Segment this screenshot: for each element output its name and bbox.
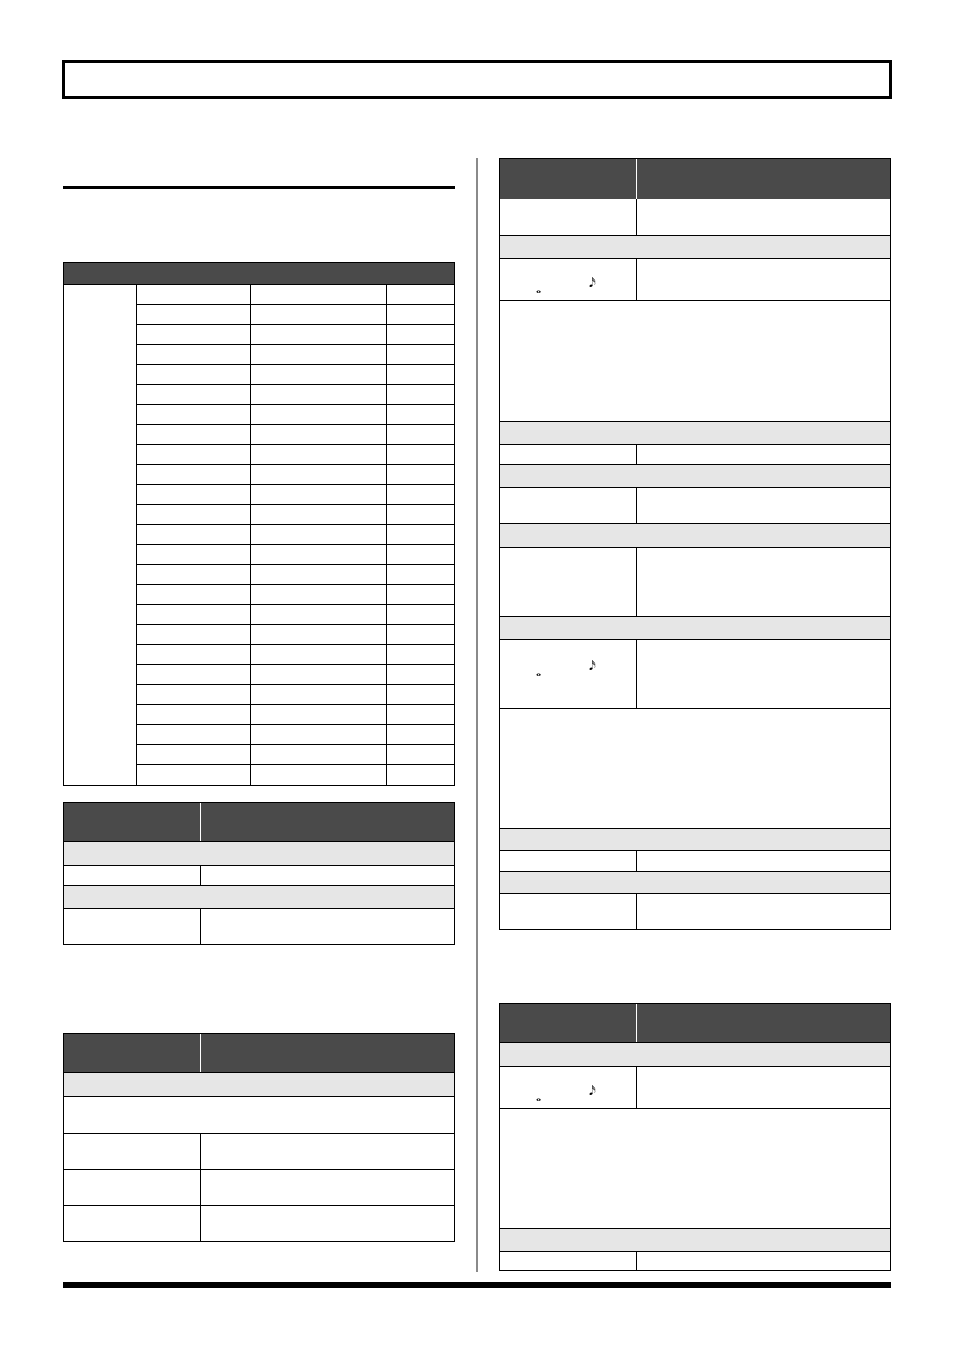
whole-note-icon: 𝅝 [536,1090,542,1105]
grid-row-line [136,644,454,645]
left-table-2 [63,802,455,945]
grid-row-line [136,384,454,385]
grid-row-line [136,404,454,405]
right-table-b [499,1003,891,1271]
group-row [500,828,890,851]
grid-col-divider-1 [136,284,137,785]
group-row [500,235,890,259]
section-rule [63,186,455,189]
grid-row-line [136,324,454,325]
grid-row-line [136,524,454,525]
grid-row-line [136,424,454,425]
sixteenth-note-icon: 𝅘𝅥𝅯 [589,276,596,291]
grid-row-line [136,704,454,705]
grid-row-line [136,604,454,605]
group-row [500,1228,890,1252]
grid-row-line [136,564,454,565]
table-header [64,803,454,841]
sixteenth-note-icon: 𝅘𝅥𝅯 [589,659,596,674]
left-table-3 [63,1033,455,1242]
parameter-grid-table [63,262,455,786]
group-row [500,464,890,488]
grid-row-line [136,304,454,305]
grid-row-line [136,444,454,445]
sixteenth-note-icon: 𝅘𝅥𝅯 [589,1084,596,1099]
table-header [500,159,890,199]
group-row [500,523,890,548]
group-row [500,421,890,445]
group-row [500,616,890,640]
right-table-a [499,158,891,930]
group-row [64,885,454,909]
grid-row-line [136,364,454,365]
grid-row-line [136,664,454,665]
grid-row-line [136,764,454,765]
page-header-box [62,60,892,99]
grid-row-line [136,544,454,545]
grid-row-line [136,744,454,745]
grid-table-header [64,263,454,284]
grid-row-line [136,724,454,725]
grid-row-line [136,344,454,345]
grid-row-line [136,504,454,505]
grid-col-divider-2 [250,284,251,785]
whole-note-icon: 𝅝 [536,665,542,680]
grid-row-line [136,484,454,485]
group-row [500,871,890,894]
page-footer-rule [63,1282,891,1288]
grid-row-line [136,624,454,625]
group-row [500,1042,890,1067]
grid-row-line [136,684,454,685]
grid-row-line [136,584,454,585]
group-row [64,841,454,866]
grid-row-line [136,464,454,465]
table-header [64,1034,454,1072]
group-row [64,1072,454,1097]
grid-col-divider-3 [386,284,387,785]
table-header [500,1004,890,1042]
whole-note-icon: 𝅝 [536,282,542,297]
column-divider [476,158,478,1272]
